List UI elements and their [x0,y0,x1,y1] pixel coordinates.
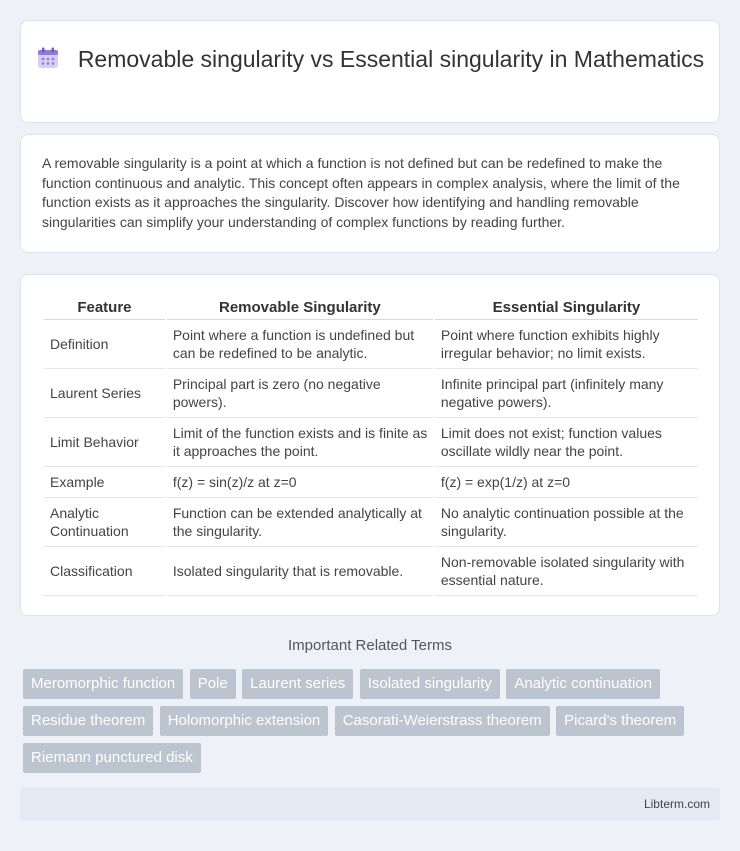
cell-removable: f(z) = sin(z)/z at z=0 [167,467,433,498]
comparison-table [42,295,700,596]
tag-analytic-continuation[interactable]: Analytic continuation [506,669,660,699]
cell-essential: Point where function exhibits highly irregular behavior; no limit exists. [435,320,698,369]
cell-feature: Laurent Series [44,369,165,418]
cell-removable: Point where a function is undefined but can be redefined to be analytic. [167,320,433,369]
cell-feature: Definition [44,320,165,369]
footer [20,787,720,821]
table-row [44,498,698,547]
cell-removable: Isolated singularity that is removable. [167,547,433,596]
calendar-icon [36,46,60,70]
title-card [20,20,720,123]
page-title-wrap [21,45,719,74]
cell-essential: Infinite principal part (infinitely many negative powers). [435,369,698,418]
tag-holomorphic-extension[interactable]: Holomorphic extension [160,706,329,736]
header-feature: Feature [44,295,165,320]
table-row [44,467,698,498]
related-terms-list [23,669,713,780]
page-title: Removable singularity vs Essential singularity in Mathematics [77,46,705,72]
header-essential: Essential Singularity [435,295,698,320]
tag-picards-theorem[interactable]: Picard's theorem [556,706,684,736]
table-row [44,320,698,369]
cell-feature: Example [44,467,165,498]
cell-removable: Limit of the function exists and is finite as it approaches the point. [167,418,433,467]
table-header-row [44,295,698,320]
tag-residue-theorem[interactable]: Residue theorem [23,706,153,736]
table-row [44,547,698,596]
header-removable: Removable Singularity [167,295,433,320]
tag-meromorphic-function[interactable]: Meromorphic function [23,669,183,699]
table-row [44,418,698,467]
cell-essential: Non-removable isolated singularity with essential nature. [435,547,698,596]
cell-feature: Limit Behavior [44,418,165,467]
tag-pole[interactable]: Pole [190,669,236,699]
related-terms-title: Important Related Terms [288,637,452,654]
cell-removable: Function can be extended analytically at the singularity. [167,498,433,547]
footer-site-link[interactable]: Libterm.com [643,797,710,811]
cell-feature: Classification [44,547,165,596]
table-row [44,369,698,418]
cell-essential: No analytic continuation possible at the singularity. [435,498,698,547]
tag-isolated-singularity[interactable]: Isolated singularity [360,669,500,699]
intro-text: A removable singularity is a point at which a function is not defined but can be redefined to make the function continuous and analytic. This concept often appears in complex analysis, where the limit of the function exists as it approaches the singularity. Discover how identifying and handling removable singularities can simplify your understanding of complex functions by reading further. [42,155,680,230]
intro-card [20,134,720,253]
tag-casorati-weierstrass-theorem[interactable]: Casorati-Weierstrass theorem [335,706,550,736]
cell-feature: Analytic Continuation [44,498,165,547]
tag-riemann-punctured-disk[interactable]: Riemann punctured disk [23,743,201,773]
cell-essential: Limit does not exist; function values oscillate wildly near the point. [435,418,698,467]
comparison-card [20,274,720,616]
cell-removable: Principal part is zero (no negative powers). [167,369,433,418]
cell-essential: f(z) = exp(1/z) at z=0 [435,467,698,498]
tag-laurent-series[interactable]: Laurent series [242,669,353,699]
